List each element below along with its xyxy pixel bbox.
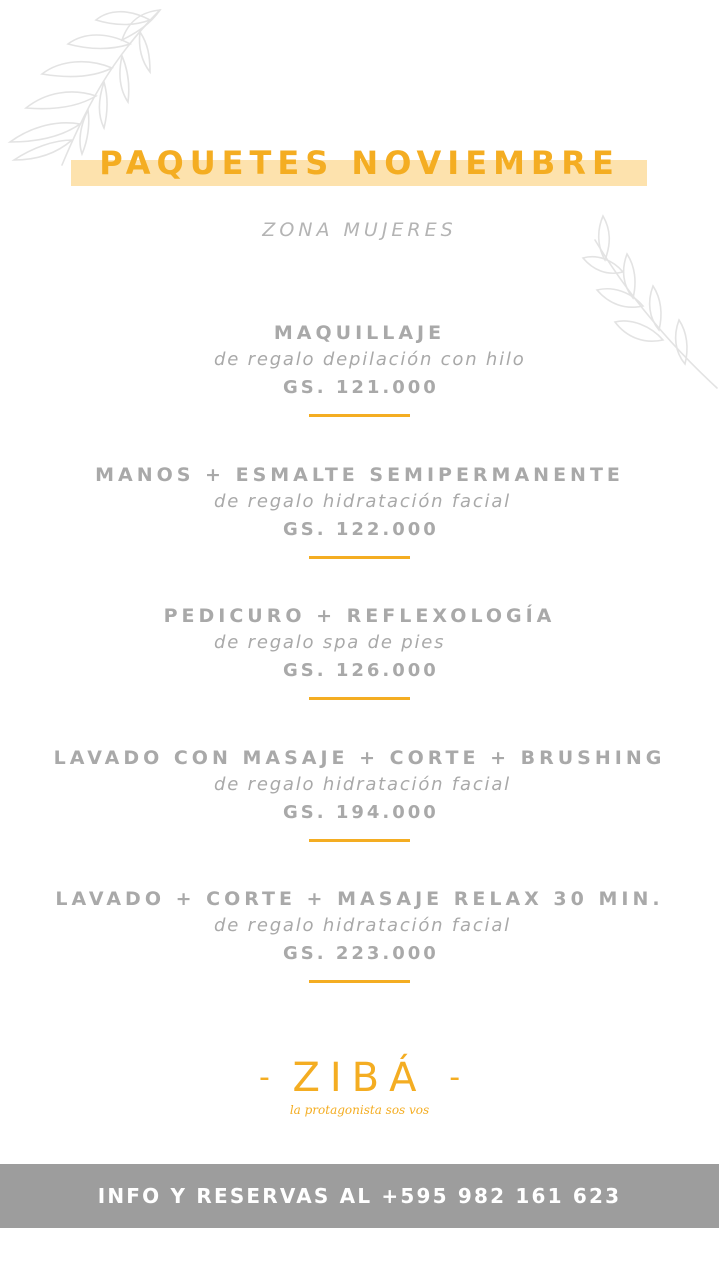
package-gift: de regalo depilación con hilo (214, 349, 526, 370)
footer-contact-text: INFO Y RESERVAS AL +595 982 161 623 (97, 1184, 622, 1208)
package-name: MANOS + ESMALTE SEMIPERMANENTE (95, 464, 624, 486)
logo-text: ZIBÁ (292, 1055, 427, 1101)
brand-logo (0, 1052, 719, 1104)
package-name: MAQUILLAJE (273, 322, 446, 344)
package-divider (309, 556, 410, 559)
logo-dash-left: - (258, 1060, 270, 1095)
package-name: PEDICURO + REFLEXOLOGÍA (163, 605, 556, 627)
package-gift: de regalo hidratación facial (214, 491, 511, 512)
package-item (0, 602, 719, 732)
package-name: LAVADO + CORTE + MASAJE RELAX 30 MIN. (55, 888, 664, 910)
package-price: GS. 121.000 (283, 377, 439, 398)
package-divider (309, 697, 410, 700)
page-subtitle: ZONA MUJERES (262, 219, 457, 241)
package-item (0, 319, 719, 449)
brand-tagline: la protagonista sos vos (289, 1103, 430, 1117)
package-divider (309, 839, 410, 842)
package-gift: de regalo hidratación facial (214, 915, 511, 936)
package-price: GS. 194.000 (283, 802, 439, 823)
package-item (0, 744, 719, 874)
package-divider (309, 980, 410, 983)
package-item (0, 885, 719, 1015)
page-title: PAQUETES NOVIEMBRE (99, 144, 620, 182)
package-price: GS. 223.000 (283, 943, 439, 964)
footer-bar (0, 1164, 719, 1228)
package-gift: de regalo hidratación facial (214, 774, 511, 795)
package-gift: de regalo spa de pies (214, 632, 446, 653)
package-price: GS. 122.000 (283, 519, 439, 540)
logo-dash-right: - (449, 1060, 461, 1095)
package-item (0, 461, 719, 591)
package-divider (309, 414, 410, 417)
package-price: GS. 126.000 (283, 660, 439, 681)
package-name: LAVADO CON MASAJE + CORTE + BRUSHING (53, 747, 666, 769)
